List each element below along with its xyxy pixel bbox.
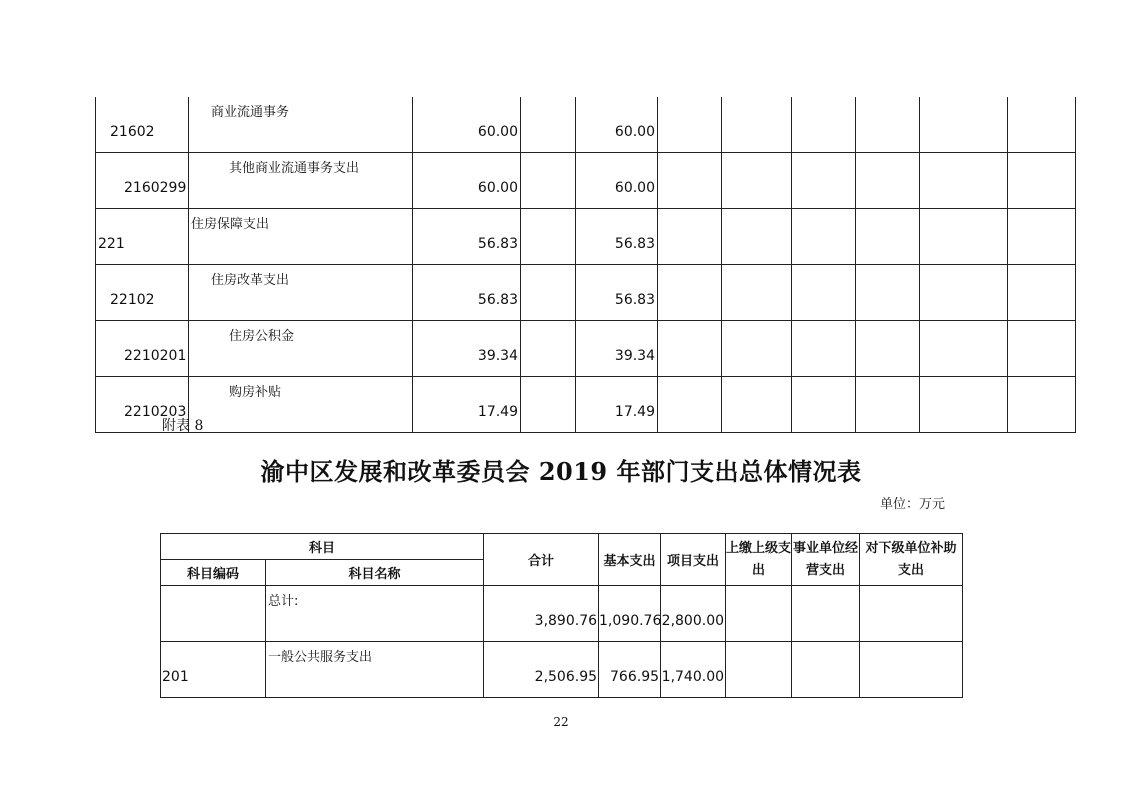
header-subject-code: 科目编码: [161, 560, 266, 586]
total-value: 17.49: [413, 377, 521, 433]
subsidy-value: [860, 586, 963, 642]
basic-value: 1,090.76: [599, 586, 661, 642]
empty-cell: [658, 265, 722, 321]
empty-cell: [792, 153, 856, 209]
remit-value: [726, 586, 792, 642]
empty-cell: [1008, 153, 1076, 209]
empty-cell: [920, 377, 1008, 433]
subject-name: 其他商业流通事务支出: [189, 153, 413, 209]
header-total: 合计: [484, 534, 599, 586]
subject-code: 201: [161, 642, 266, 698]
basic-value: 56.83: [576, 265, 658, 321]
business-value: [792, 586, 860, 642]
subject-code: 2160299: [96, 153, 189, 209]
basic-value: 56.83: [576, 209, 658, 265]
header-project: 项目支出: [661, 534, 726, 586]
project-value: 2,800.00: [661, 586, 726, 642]
empty-cell: [856, 153, 920, 209]
total-value: 39.34: [413, 321, 521, 377]
header-subject-name: 科目名称: [266, 560, 484, 586]
table-row: [96, 153, 1076, 209]
table-row: [96, 265, 1076, 321]
empty-cell: [1008, 377, 1076, 433]
total-value: 60.00: [413, 153, 521, 209]
empty-cell: [521, 153, 576, 209]
page-number: 22: [553, 715, 569, 729]
table-row: [96, 97, 1076, 153]
empty-cell: [792, 377, 856, 433]
remit-value: [726, 642, 792, 698]
empty-cell: [856, 97, 920, 153]
budget-table-continuation: [95, 97, 1076, 433]
project-value: 1,740.00: [661, 642, 726, 698]
total-value: 60.00: [413, 97, 521, 153]
empty-cell: [521, 209, 576, 265]
subject-code: 221: [96, 209, 189, 265]
empty-cell: [1008, 209, 1076, 265]
empty-cell: [722, 153, 792, 209]
empty-cell: [722, 377, 792, 433]
empty-cell: [521, 321, 576, 377]
header-basic: 基本支出: [599, 534, 661, 586]
header-subsidy: 对下级单位补助支出: [860, 534, 963, 586]
basic-value: 60.00: [576, 97, 658, 153]
empty-cell: [722, 209, 792, 265]
empty-cell: [521, 377, 576, 433]
subject-code: [161, 586, 266, 642]
empty-cell: [722, 265, 792, 321]
empty-cell: [792, 209, 856, 265]
basic-value: 39.34: [576, 321, 658, 377]
table-row: [96, 209, 1076, 265]
total-value: 3,890.76: [484, 586, 599, 642]
empty-cell: [722, 97, 792, 153]
empty-cell: [658, 97, 722, 153]
empty-cell: [658, 209, 722, 265]
total-value: 2,506.95: [484, 642, 599, 698]
subject-name: 住房保障支出: [189, 209, 413, 265]
subject-code: 22102: [96, 265, 189, 321]
business-value: [792, 642, 860, 698]
subject-name: 商业流通事务: [189, 97, 413, 153]
basic-value: 766.95: [599, 642, 661, 698]
basic-value: 17.49: [576, 377, 658, 433]
total-value: 56.83: [413, 265, 521, 321]
subject-name: 总计:: [266, 586, 484, 642]
empty-cell: [856, 377, 920, 433]
empty-cell: [1008, 321, 1076, 377]
header-subject: 科目: [161, 534, 484, 560]
subject-code: 2210201: [96, 321, 189, 377]
header-remit: 上缴上级支出: [726, 534, 792, 586]
empty-cell: [658, 377, 722, 433]
basic-value: 60.00: [576, 153, 658, 209]
empty-cell: [792, 265, 856, 321]
empty-cell: [792, 97, 856, 153]
subject-name: 购房补贴: [189, 377, 413, 433]
page-title: 渝中区发展和改革委员会 2019 年部门支出总体情况表: [260, 457, 862, 486]
table-row: [96, 377, 1076, 433]
table-row: [161, 586, 963, 642]
empty-cell: [1008, 265, 1076, 321]
empty-cell: [856, 321, 920, 377]
empty-cell: [658, 321, 722, 377]
empty-cell: [1008, 97, 1076, 153]
attachment-label: 附表 8: [162, 418, 204, 434]
empty-cell: [521, 97, 576, 153]
table-row: [96, 321, 1076, 377]
unit-label: 单位：万元: [880, 497, 946, 512]
subject-code: 2210203: [96, 377, 189, 433]
empty-cell: [856, 265, 920, 321]
empty-cell: [792, 321, 856, 377]
table-row: [161, 642, 963, 698]
empty-cell: [920, 97, 1008, 153]
subject-name: 住房公积金: [189, 321, 413, 377]
empty-cell: [920, 209, 1008, 265]
subject-name: 住房改革支出: [189, 265, 413, 321]
empty-cell: [856, 209, 920, 265]
empty-cell: [658, 153, 722, 209]
empty-cell: [920, 265, 1008, 321]
expenditure-summary-table: [160, 533, 963, 698]
subject-name: 一般公共服务支出: [266, 642, 484, 698]
header-business: 事业单位经营支出: [792, 534, 860, 586]
subject-code: 21602: [96, 97, 189, 153]
empty-cell: [521, 265, 576, 321]
empty-cell: [920, 321, 1008, 377]
subsidy-value: [860, 642, 963, 698]
empty-cell: [920, 153, 1008, 209]
total-value: 56.83: [413, 209, 521, 265]
empty-cell: [722, 321, 792, 377]
